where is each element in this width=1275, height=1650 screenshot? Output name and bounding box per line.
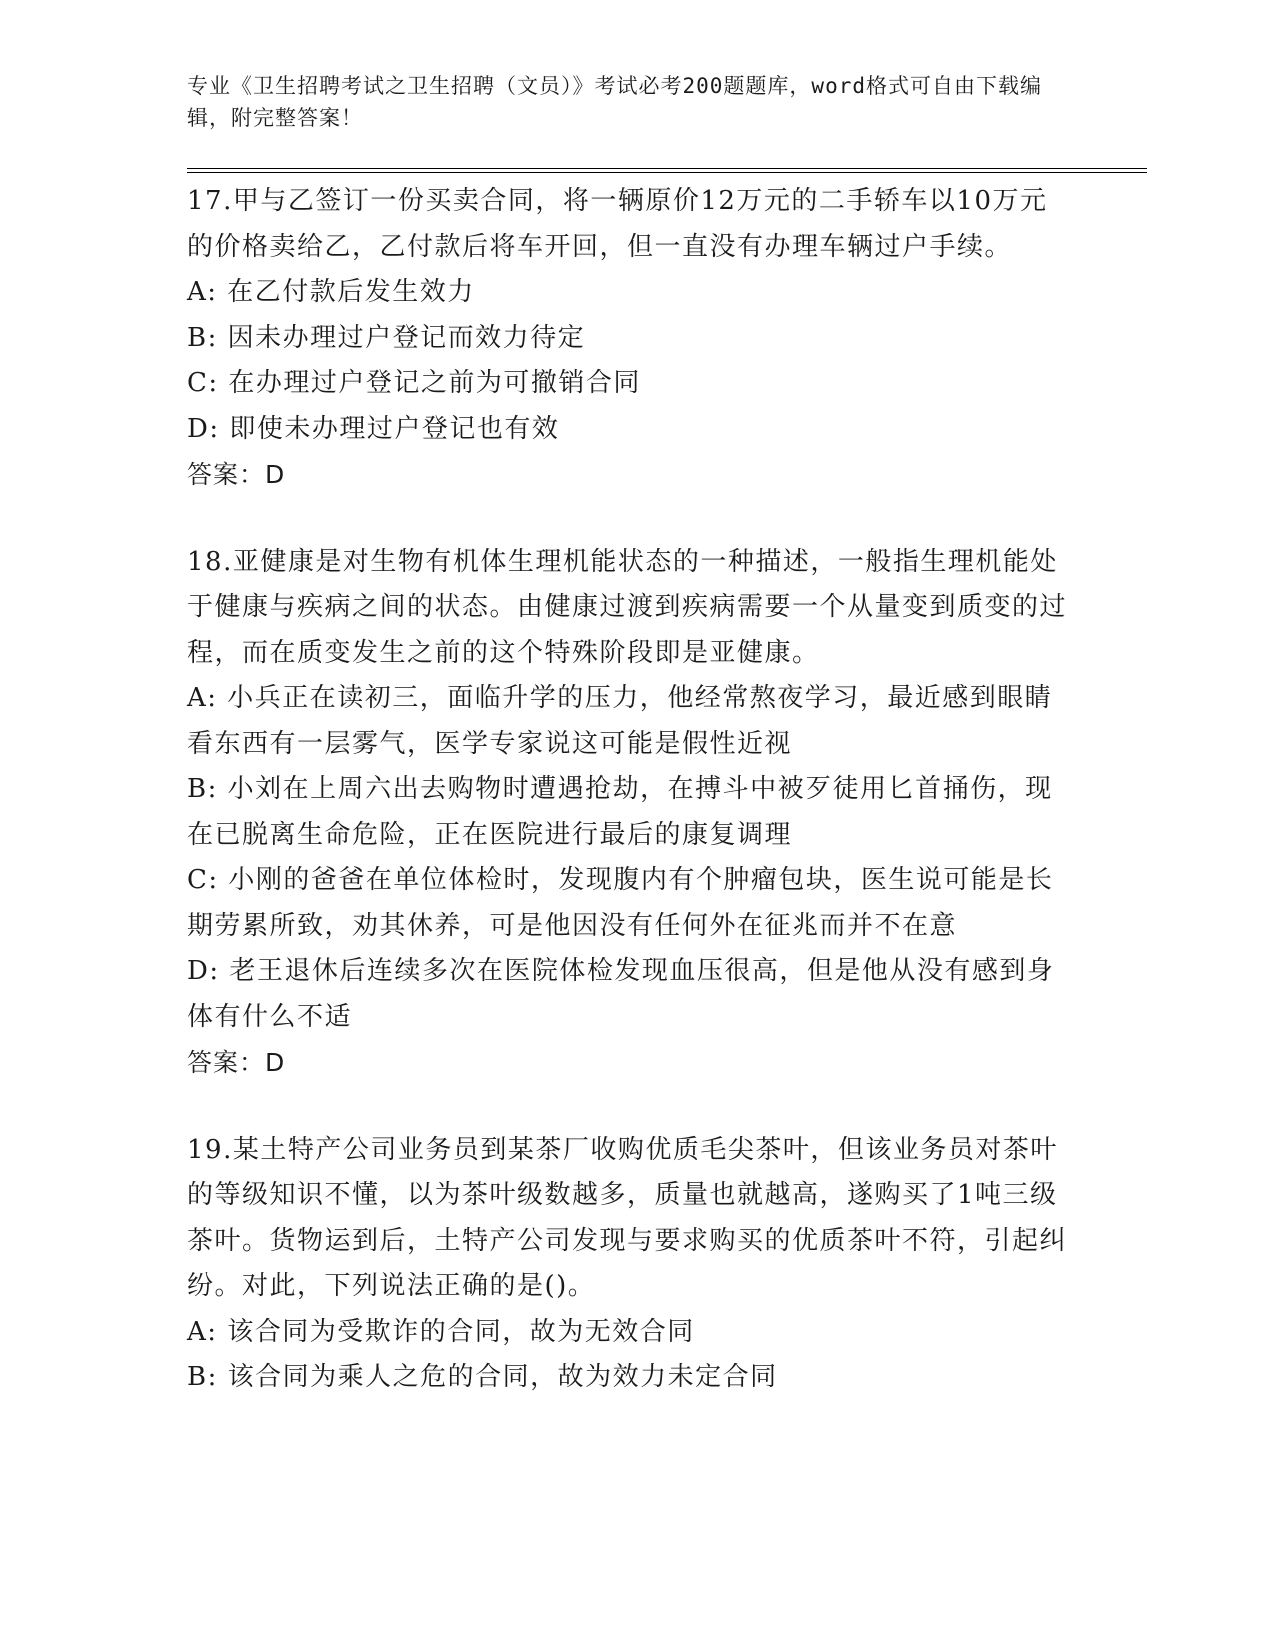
option-d: D: 老王退休后连续多次在医院体检发现血压很高，但是他从没有感到身体有什么不适 (187, 956, 1055, 1032)
option-a: A: 在乙付款后发生效力 (187, 277, 475, 307)
answer-line: 答案：D (187, 1048, 286, 1077)
option-b: B: 小刘在上周六出去购物时遭遇抢劫，在搏斗中被歹徒用匕首捅伤，现在已脱离生命危险，正在医院进行最后的康复调理 (187, 774, 1053, 850)
option-c: C: 小刚的爸爸在单位体检时，发现腹内有个肿瘤包块，医生说可能是长期劳累所致，劝其休养，可是他因没有任何外在征兆而并不在意 (187, 865, 1054, 941)
question-19 (187, 1128, 1147, 1401)
option-d: D: 即使未办理过户登记也有效 (187, 413, 560, 444)
option-a: A: 小兵正在读初三，面临升学的压力，他经常熬夜学习，最近感到眼睛看东西有一层雾气，医学专家说这可能是假性近视 (187, 683, 1053, 759)
question-spacer (187, 498, 1147, 540)
question-stem: 17.甲与乙签订一份买卖合同，将一辆原价12万元的二手轿车以10万元的价格卖给乙，乙付款后将车开回，但一直没有办理车辆过户手续。 (187, 186, 1048, 262)
document-header: 专业《卫生招聘考试之卫生招聘（文员）》考试必考200题题库，word格式可自由下载编辑，附完整答案！ (187, 74, 1042, 130)
option-b: B: 该合同为乘人之危的合同，故为效力未定合同 (187, 1362, 778, 1392)
option-a: A: 该合同为受欺诈的合同，故为无效合同 (187, 1316, 695, 1347)
question-18 (187, 540, 1147, 1086)
question-spacer (187, 1086, 1147, 1128)
question-stem: 19.某土特产公司业务员到某茶厂收购优质毛尖茶叶，但该业务员对茶叶的等级知识不懂，以为茶叶级数越多，质量也就越高，遂购买了1吨三级茶叶。货物运到后，土特产公司发现与要求购买的优质茶叶不符，引起纠纷。对此，下列说法正确的是()。 (187, 1134, 1068, 1301)
option-b: B: 因未办理过户登记而效力待定 (187, 322, 586, 353)
question-17 (187, 179, 1147, 498)
answer-line: 答案：D (187, 460, 286, 489)
header-divider (187, 168, 1147, 173)
document-page (187, 70, 1147, 1401)
option-c: C: 在办理过户登记之前为可撤销合同 (187, 368, 641, 398)
question-stem: 18.亚健康是对生物有机体生理机能状态的一种描述，一般指生理机能处于健康与疾病之间的状态。由健康过渡到疾病需要一个从量变到质变的过程，而在质变发生之前的这个特殊阶段即是亚健康。 (187, 546, 1068, 668)
